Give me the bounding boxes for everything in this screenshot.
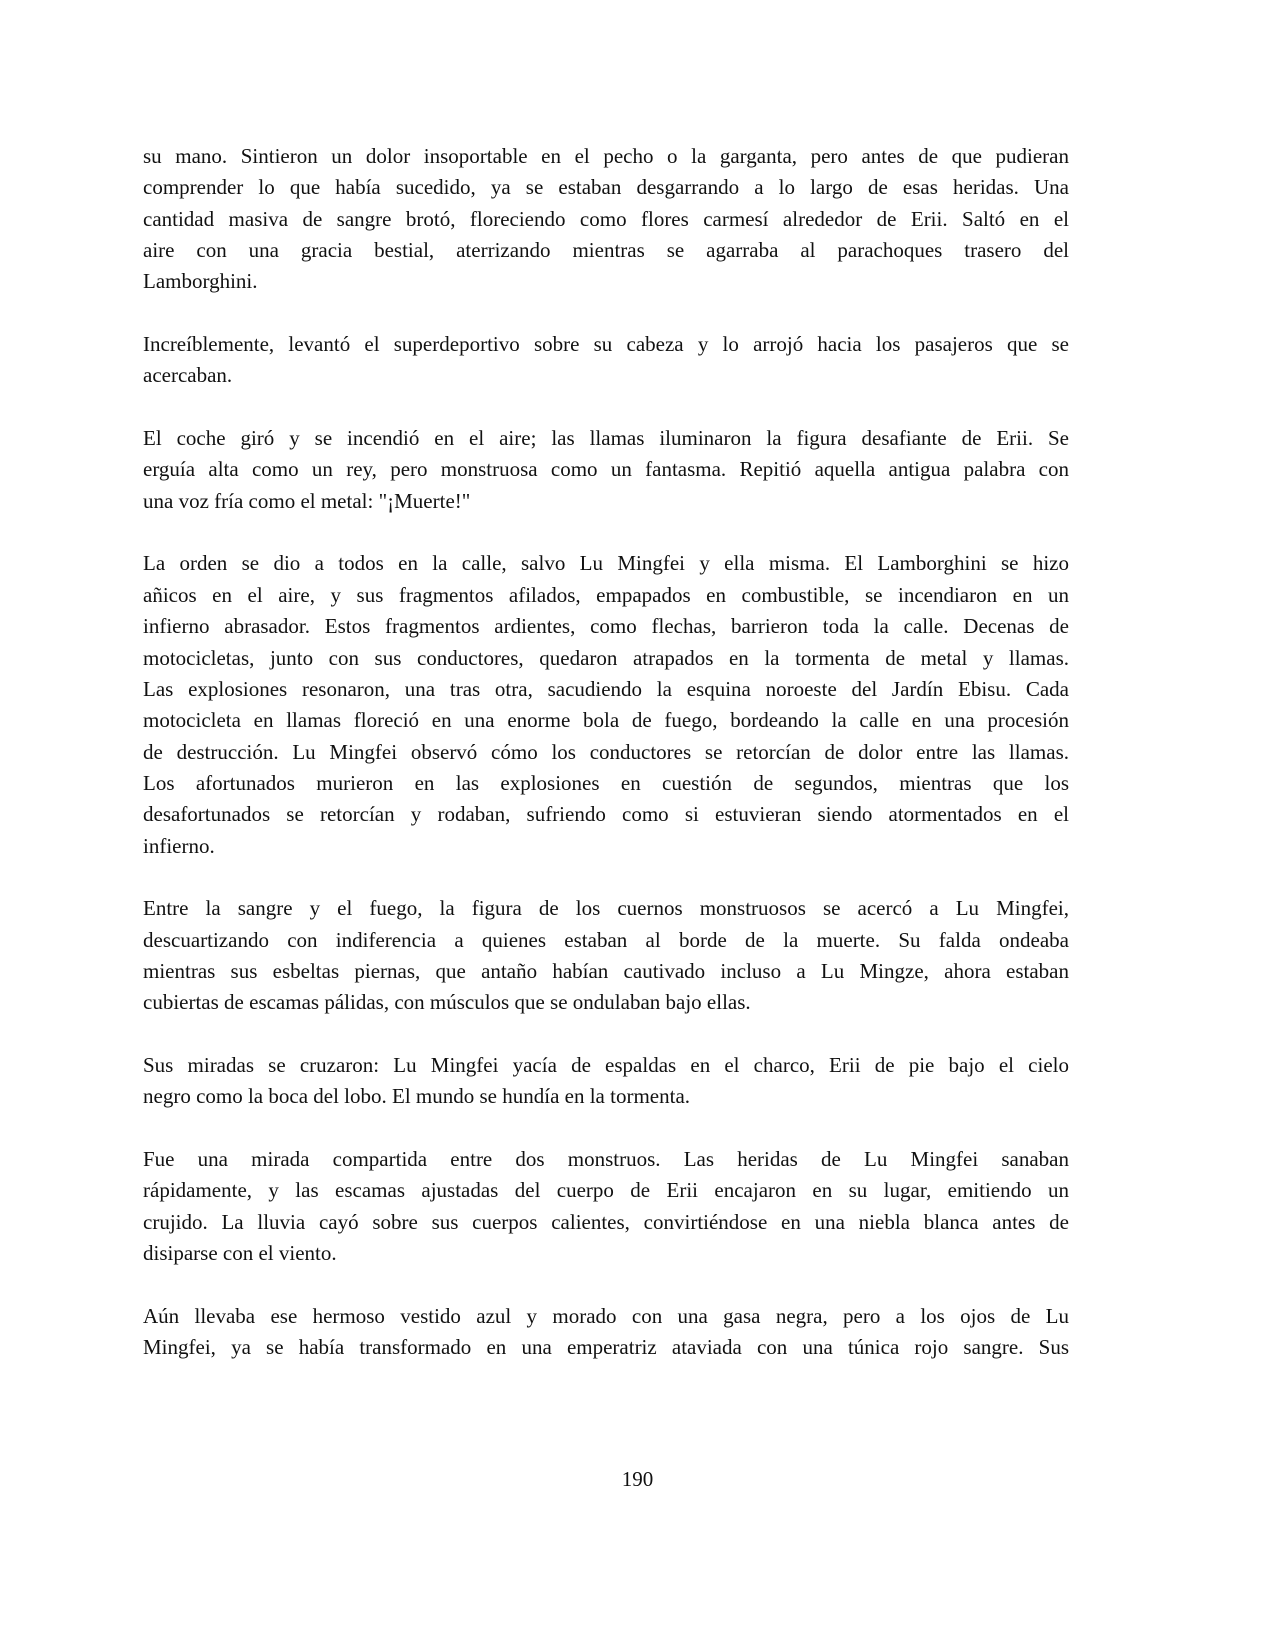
text-line: Fue una mirada compartida entre dos monstruos. Las heridas de Lu Mingfei sanaban [143,1147,1069,1171]
text-line: erguía alta como un rey, pero monstruosa como un fantasma. Repitió aquella antigua palabra con [143,457,1069,482]
paragraph [143,141,1069,298]
paragraph [143,1050,1069,1113]
text-line: infierno abrasador. Estos fragmentos ardientes, como flechas, barrieron toda la calle. Decenas de [143,614,1069,639]
text-line: acercaban. [143,363,233,388]
text-line: desafortunados se retorcían y rodaban, sufriendo como si estuvieran siendo atormentados en el [143,802,1069,827]
page-body [143,141,1069,1395]
text-line: una voz fría como el metal: "¡Muerte!" [143,488,471,513]
text-line: aire con una gracia bestial, aterrizando mientras se agarraba al parachoques trasero del [143,238,1069,263]
text-line: crujido. La lluvia cayó sobre sus cuerpos calientes, convirtiéndose en una niebla blanca antes de [143,1209,1069,1234]
text-line: disiparse con el viento. [143,1241,337,1266]
paragraph [143,423,1069,517]
paragraph [143,893,1069,1018]
paragraph [143,1301,1069,1364]
text-line: comprender lo que había sucedido, ya se estaban desgarrando a lo largo de esas heridas. Una [143,175,1069,200]
text-line: El coche giró y se incendió en el aire; las llamas iluminaron la figura desafiante de Erii. Se [143,426,1069,451]
text-line: Mingfei, ya se había transformado en una emperatriz ataviada con una túnica rojo sangre. Sus [143,1335,1069,1360]
text-line: añicos en el aire, y sus fragmentos afilados, empapados en combustible, se incendiaron en un [143,582,1069,607]
text-line: Los afortunados murieron en las explosiones en cuestión de segundos, mientras que los [143,770,1069,795]
text-line: rápidamente, y las escamas ajustadas del cuerpo de Erii encajaron en su lugar, emitiendo un [143,1178,1069,1203]
text-line: descuartizando con indiferencia a quienes estaban al borde de la muerte. Su falda ondeaba [143,927,1069,952]
text-line: motocicleta en llamas floreció en una enorme bola de fuego, bordeando la calle en una procesión [143,708,1069,733]
text-line: de destrucción. Lu Mingfei observó cómo los conductores se retorcían de dolor entre las llamas. [143,739,1069,764]
page-number: 190 [621,1467,654,1491]
paragraph [143,1144,1069,1269]
text-line: Entre la sangre y el fuego, la figura de los cuernos monstruosos se acercó a Lu Mingfei, [143,896,1069,921]
text-line: cubiertas de escamas pálidas, con músculos que se ondulaban bajo ellas. [143,990,751,1015]
paragraph [143,548,1069,861]
text-line: Lamborghini. [143,269,258,294]
text-line: infierno. [143,833,215,858]
text-line: Sus miradas se cruzaron: Lu Mingfei yacía de espaldas en el charco, Erii de pie bajo el cielo [143,1052,1069,1077]
text-line: Las explosiones resonaron, una tras otra, sacudiendo la esquina noroeste del Jardín Ebisu. Cada [143,676,1069,701]
text-line: su mano. Sintieron un dolor insoportable en el pecho o la garganta, pero antes de que pudieran [143,144,1069,168]
paragraph [143,329,1069,392]
text-line: cantidad masiva de sangre brotó, floreciendo como flores carmesí alrededor de Erii. Saltó en el [143,206,1069,231]
text-line: motocicletas, junto con sus conductores, quedaron atrapados en la tormenta de metal y llamas. [143,645,1069,670]
text-line: Increíblemente, levantó el superdeportivo sobre su cabeza y lo arrojó hacia los pasajeros que se [143,332,1069,357]
text-line: La orden se dio a todos en la calle, salvo Lu Mingfei y ella misma. El Lamborghini se hizo [143,551,1069,576]
text-line: mientras sus esbeltas piernas, que antaño habían cautivado incluso a Lu Mingze, ahora estaban [143,958,1069,983]
text-line: negro como la boca del lobo. El mundo se hundía en la tormenta. [143,1084,691,1109]
text-line: Aún llevaba ese hermoso vestido azul y morado con una gasa negra, pero a los ojos de Lu [143,1303,1069,1328]
